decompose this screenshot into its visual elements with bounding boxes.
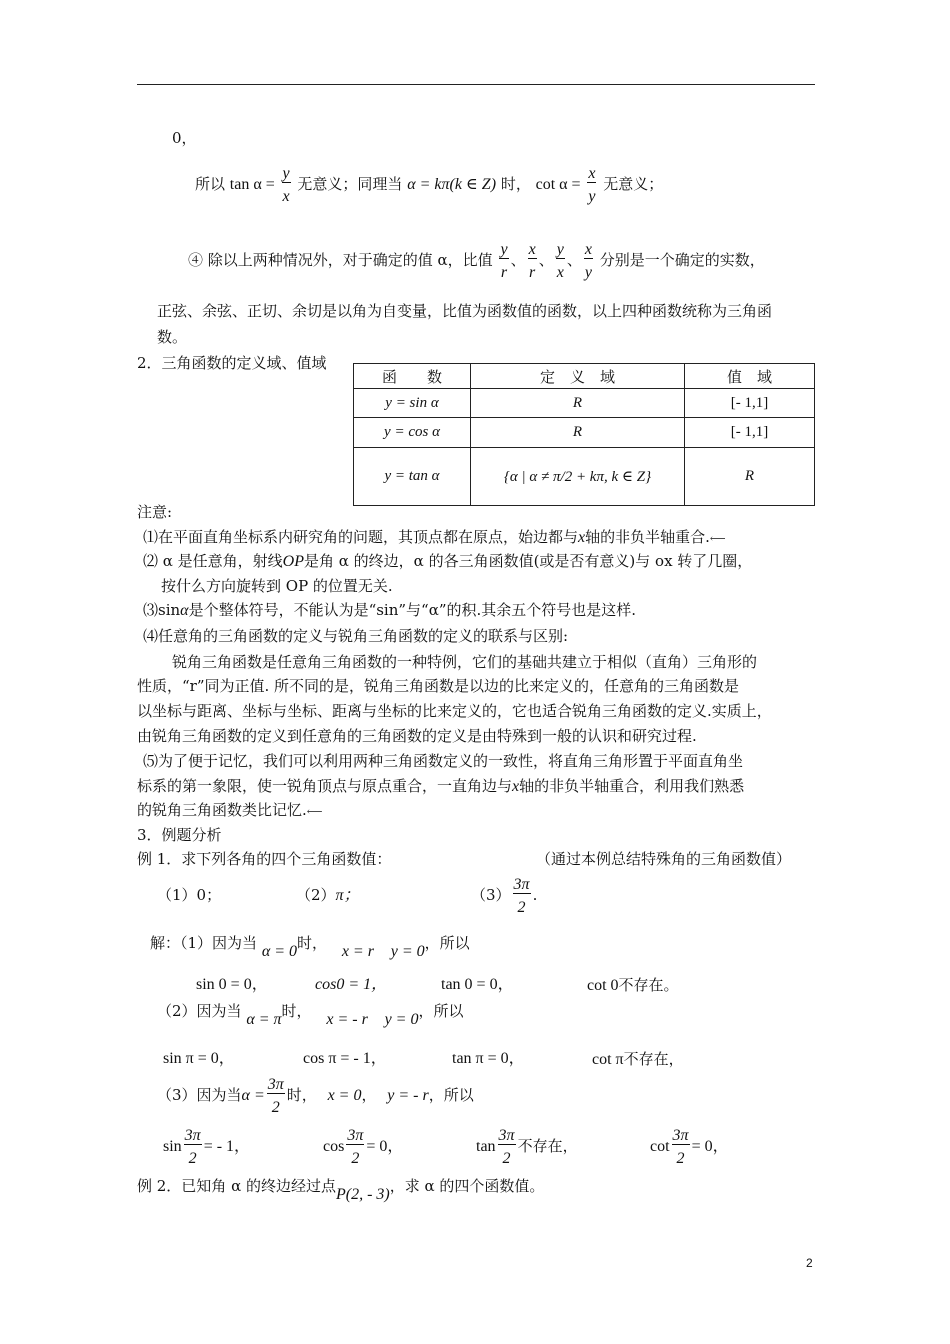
math-line: sin π = 0， bbox=[163, 1050, 235, 1067]
fraction: $\frac{x}{y}$ bbox=[584, 241, 592, 281]
page-number: 2 bbox=[806, 1256, 813, 1270]
text-line: 所以 tan α = $\frac{y}{x}$ 无意义；同理当 α = kπ(k ∈ Z) 时， cot α = $\frac{x}{y}$ 无意义； bbox=[195, 165, 664, 205]
fraction: $\frac{3\pi}{2}$ bbox=[513, 876, 530, 916]
note-line: 以坐标与距离、坐标与坐标、距离与坐标的比来定义的，它也适合锐角三角函数的定义.实质上， bbox=[137, 702, 772, 720]
note-heading: 注意: bbox=[137, 503, 173, 521]
text-line: 0， bbox=[172, 129, 197, 147]
table-cell: R bbox=[471, 418, 685, 448]
table-cell: [- 1,1] bbox=[685, 389, 815, 418]
fraction: $\frac{x}{y}$ bbox=[588, 165, 596, 205]
math-line: cot 0不存在。 bbox=[587, 976, 679, 994]
table-cell: [- 1,1] bbox=[685, 418, 815, 448]
return-icon: ⟵ bbox=[709, 532, 726, 545]
table-header: 定 义 域 bbox=[471, 364, 685, 389]
math-line: tan π = 0， bbox=[452, 1050, 525, 1067]
math-line: cos $\frac{3\pi}{2}$ = 0， bbox=[323, 1127, 404, 1167]
fraction: $\frac{3\pi}{2}$ bbox=[267, 1076, 284, 1116]
paragraph-line: 数。 bbox=[157, 328, 188, 346]
paragraph-line: 正弦、余弦、正切、余切是以角为自变量，比值为函数值的函数，以上四种函数统称为三角函 bbox=[157, 302, 773, 320]
table-cell: y = tan α bbox=[354, 448, 471, 506]
example-item: （2）π； bbox=[296, 886, 360, 904]
note-line: 锐角三角函数是任意角三角函数的一种特例，它们的基础共建立于相似（直角）三角形的 bbox=[172, 653, 758, 671]
table-header: 值 域 bbox=[685, 364, 815, 389]
example-title: 例 2．已知角 α 的终边经过点P(2, - 3)，求 α 的四个函数值。 bbox=[137, 1177, 545, 1203]
math-line: tan 0 = 0， bbox=[441, 976, 514, 993]
math-line: sin $\frac{3\pi}{2}$ = - 1， bbox=[163, 1127, 251, 1167]
math-line: cot $\frac{3\pi}{2}$ = 0， bbox=[650, 1127, 729, 1167]
note-line: 由锐角三角函数的定义到任意角的三角函数的定义是由特殊到一般的认识和研究过程. bbox=[137, 727, 697, 745]
math-line: cos0 = 1， bbox=[315, 976, 388, 993]
example-note: （通过本例总结特殊角的三角函数值） bbox=[536, 850, 792, 868]
note-line: ⑴在平面直角坐标系内研究角的问题，其顶点都在原点，始边都与x轴的非负半轴重合.⟵ bbox=[143, 528, 726, 546]
math-line: tan $\frac{3\pi}{2}$ 不存在， bbox=[476, 1127, 578, 1167]
fraction: $\frac{x}{r}$ bbox=[528, 241, 536, 281]
note-line: ⑷任意角的三角函数的定义与锐角三角函数的定义的联系与区别: bbox=[143, 627, 569, 645]
table-cell: R bbox=[471, 389, 685, 418]
fraction: $\frac{3\pi}{2}$ bbox=[672, 1127, 689, 1167]
table-cell: y = cos α bbox=[354, 418, 471, 448]
table-cell: R bbox=[685, 448, 815, 506]
note-line: 按什么方向旋转到 OP 的位置无关. bbox=[161, 577, 393, 595]
solution-line: （3）因为当α = $\frac{3\pi}{2}$ 时， x = 0， y = - r，所以 bbox=[157, 1076, 474, 1116]
fraction: $\frac{y}{r}$ bbox=[500, 241, 508, 281]
fraction: $\frac{3\pi}{2}$ bbox=[498, 1127, 515, 1167]
math-line: cos π = - 1， bbox=[303, 1050, 387, 1067]
note-line: ⑵ α 是任意角，射线OP是角 α 的终边，α 的各三角函数值(或是否有意义)与 ox 转了几圈， bbox=[143, 552, 753, 570]
section-heading: 2．三角函数的定义域、值域 bbox=[137, 354, 327, 372]
note-line: ⑸为了便于记忆，我们可以利用两种三角函数定义的一致性，将直角三角形置于平面直角坐 bbox=[143, 752, 744, 770]
domain-range-table bbox=[353, 363, 815, 506]
table-header: 函 数 bbox=[354, 364, 471, 389]
fraction: $\frac{y}{x}$ bbox=[282, 165, 290, 205]
note-line: 标系的第一象限，使一锐角顶点与原点重合，一直角边与x轴的非负半轴重合，利用我们熟悉 bbox=[137, 777, 745, 795]
math-line: sin 0 = 0， bbox=[196, 976, 268, 993]
header-rule bbox=[137, 84, 815, 85]
fraction: $\frac{3\pi}{2}$ bbox=[347, 1127, 364, 1167]
math-line: cot π不存在， bbox=[592, 1050, 684, 1068]
note-line: 性质，“r”同为正值. 所不同的是，锐角三角函数是以边的比来定义的，任意角的三角函数是 bbox=[137, 677, 740, 695]
fraction: $\frac{y}{x}$ bbox=[556, 241, 564, 281]
fraction: $\frac{3\pi}{2}$ bbox=[184, 1127, 201, 1167]
table-cell: y = sin α bbox=[354, 389, 471, 418]
example-item: （1）0； bbox=[157, 886, 222, 904]
table-cell: {α | α ≠ π/2 + kπ, k ∈ Z} bbox=[471, 448, 685, 506]
example-title: 例 1．求下列各角的四个三角函数值： bbox=[137, 850, 392, 868]
text-line: ④ 除以上两种情况外，对于确定的值 α，比值 $\frac{y}{r}$ 、 $\frac{x}{r}$ 、 $\frac{y}{x}$ 、 $\frac{x}{y}$ 分别是一个确定的实数， bbox=[188, 241, 765, 281]
solution-line: （2）因为当 α = π时， x = - r y = 0，所以 bbox=[157, 1002, 464, 1028]
note-line: ⑶sinα是个整体符号，不能认为是“sin”与“α”的积.其余五个符号也是这样. bbox=[143, 601, 637, 619]
return-icon: ⟵ bbox=[306, 805, 323, 818]
solution-line: 解：（1）因为当 α = 0时， x = r y = 0，所以 bbox=[150, 934, 470, 960]
example-item: （3） $\frac{3\pi}{2}$ . bbox=[471, 876, 538, 916]
note-line: 的锐角三角函数类比记忆.⟵ bbox=[137, 801, 323, 819]
section-heading: 3．例题分析 bbox=[137, 826, 222, 844]
